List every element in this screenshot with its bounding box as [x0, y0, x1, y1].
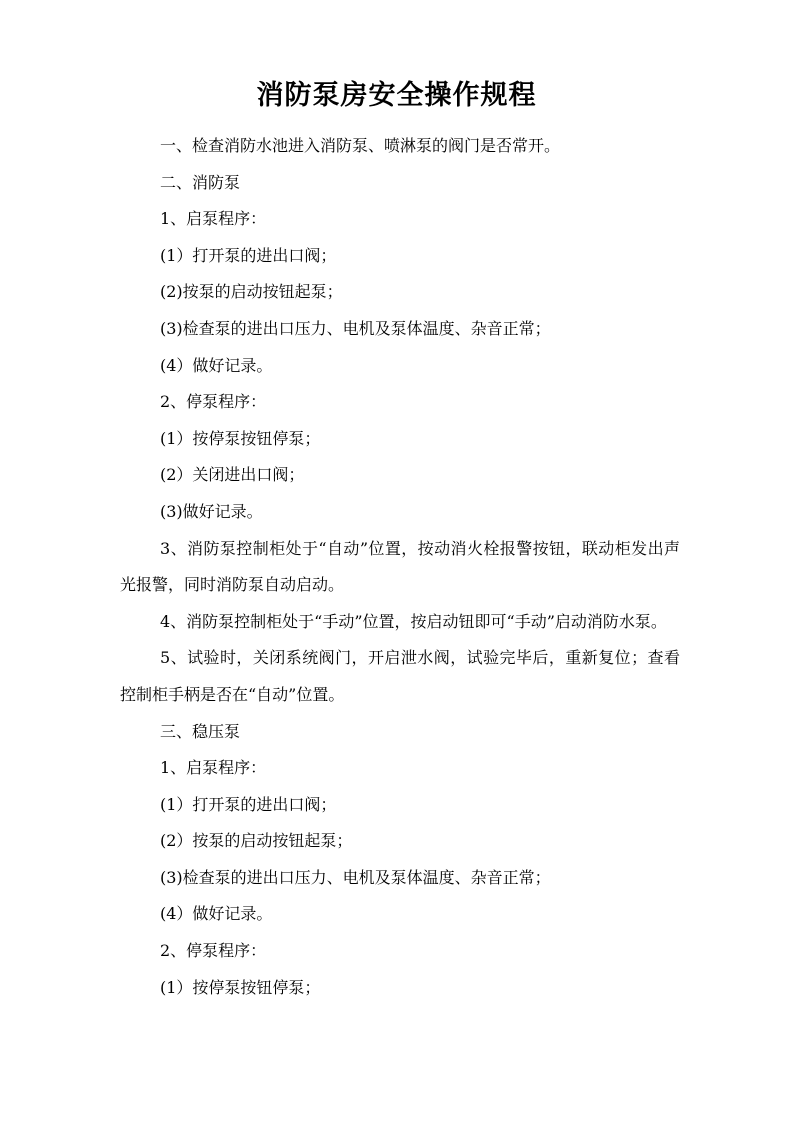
paragraph-check-valves: 一、检查消防水池进入消防泵、喷淋泵的阀门是否常开。: [160, 136, 561, 155]
section-heading-fire-pump: 二、消防泵: [160, 172, 241, 192]
step-item: (4）做好记录。: [160, 355, 273, 375]
step-item: (1）按停泵按钮停泵；: [160, 428, 321, 448]
subheading-start-procedure: 1、启泵程序：: [160, 758, 267, 778]
step-item: (3)检查泵的进出口压力、电机及泵体温度、杂音正常；: [160, 318, 551, 338]
paragraph-testing: 5、试验时，关闭系统阀门，开启泄水阀，试验完毕后，重新复位；查看控制柜手柄是否在“自动”位置。: [120, 648, 680, 704]
subheading-stop-procedure: 2、停泵程序：: [160, 392, 267, 412]
document-body: [120, 128, 680, 1006]
section-heading-booster-pump: 三、稳压泵: [160, 721, 241, 741]
step-item: (1）按停泵按钮停泵；: [160, 977, 321, 997]
step-item: (2）按泵的启动按钮起泵；: [160, 831, 353, 851]
subheading-start-procedure: 1、启泵程序：: [160, 209, 267, 229]
paragraph-manual-mode: 4、消防泵控制柜处于“手动”位置，按启动钮即可“手动”启动消防水泵。: [160, 611, 667, 631]
step-item: (1）打开泵的进出口阀；: [160, 245, 337, 265]
paragraph-auto-mode: 3、消防泵控制柜处于“自动”位置，按动消火栓报警按钮，联动柜发出声 光报警，同时消防泵自动启动。: [120, 538, 680, 595]
subheading-stop-procedure: 2、停泵程序：: [160, 941, 267, 961]
document-title: 消防泵房安全操作规程: [256, 80, 537, 111]
step-item: (2)按泵的启动按钮起泵；: [160, 282, 343, 302]
step-item: (1）打开泵的进出口阀；: [160, 794, 337, 814]
step-item: (3)检查泵的进出口压力、电机及泵体温度、杂音正常；: [160, 867, 551, 887]
step-item: (3)做好记录。: [160, 501, 263, 521]
step-item: (4）做好记录。: [160, 904, 273, 924]
step-item: (2）关闭进出口阀；: [160, 465, 305, 485]
